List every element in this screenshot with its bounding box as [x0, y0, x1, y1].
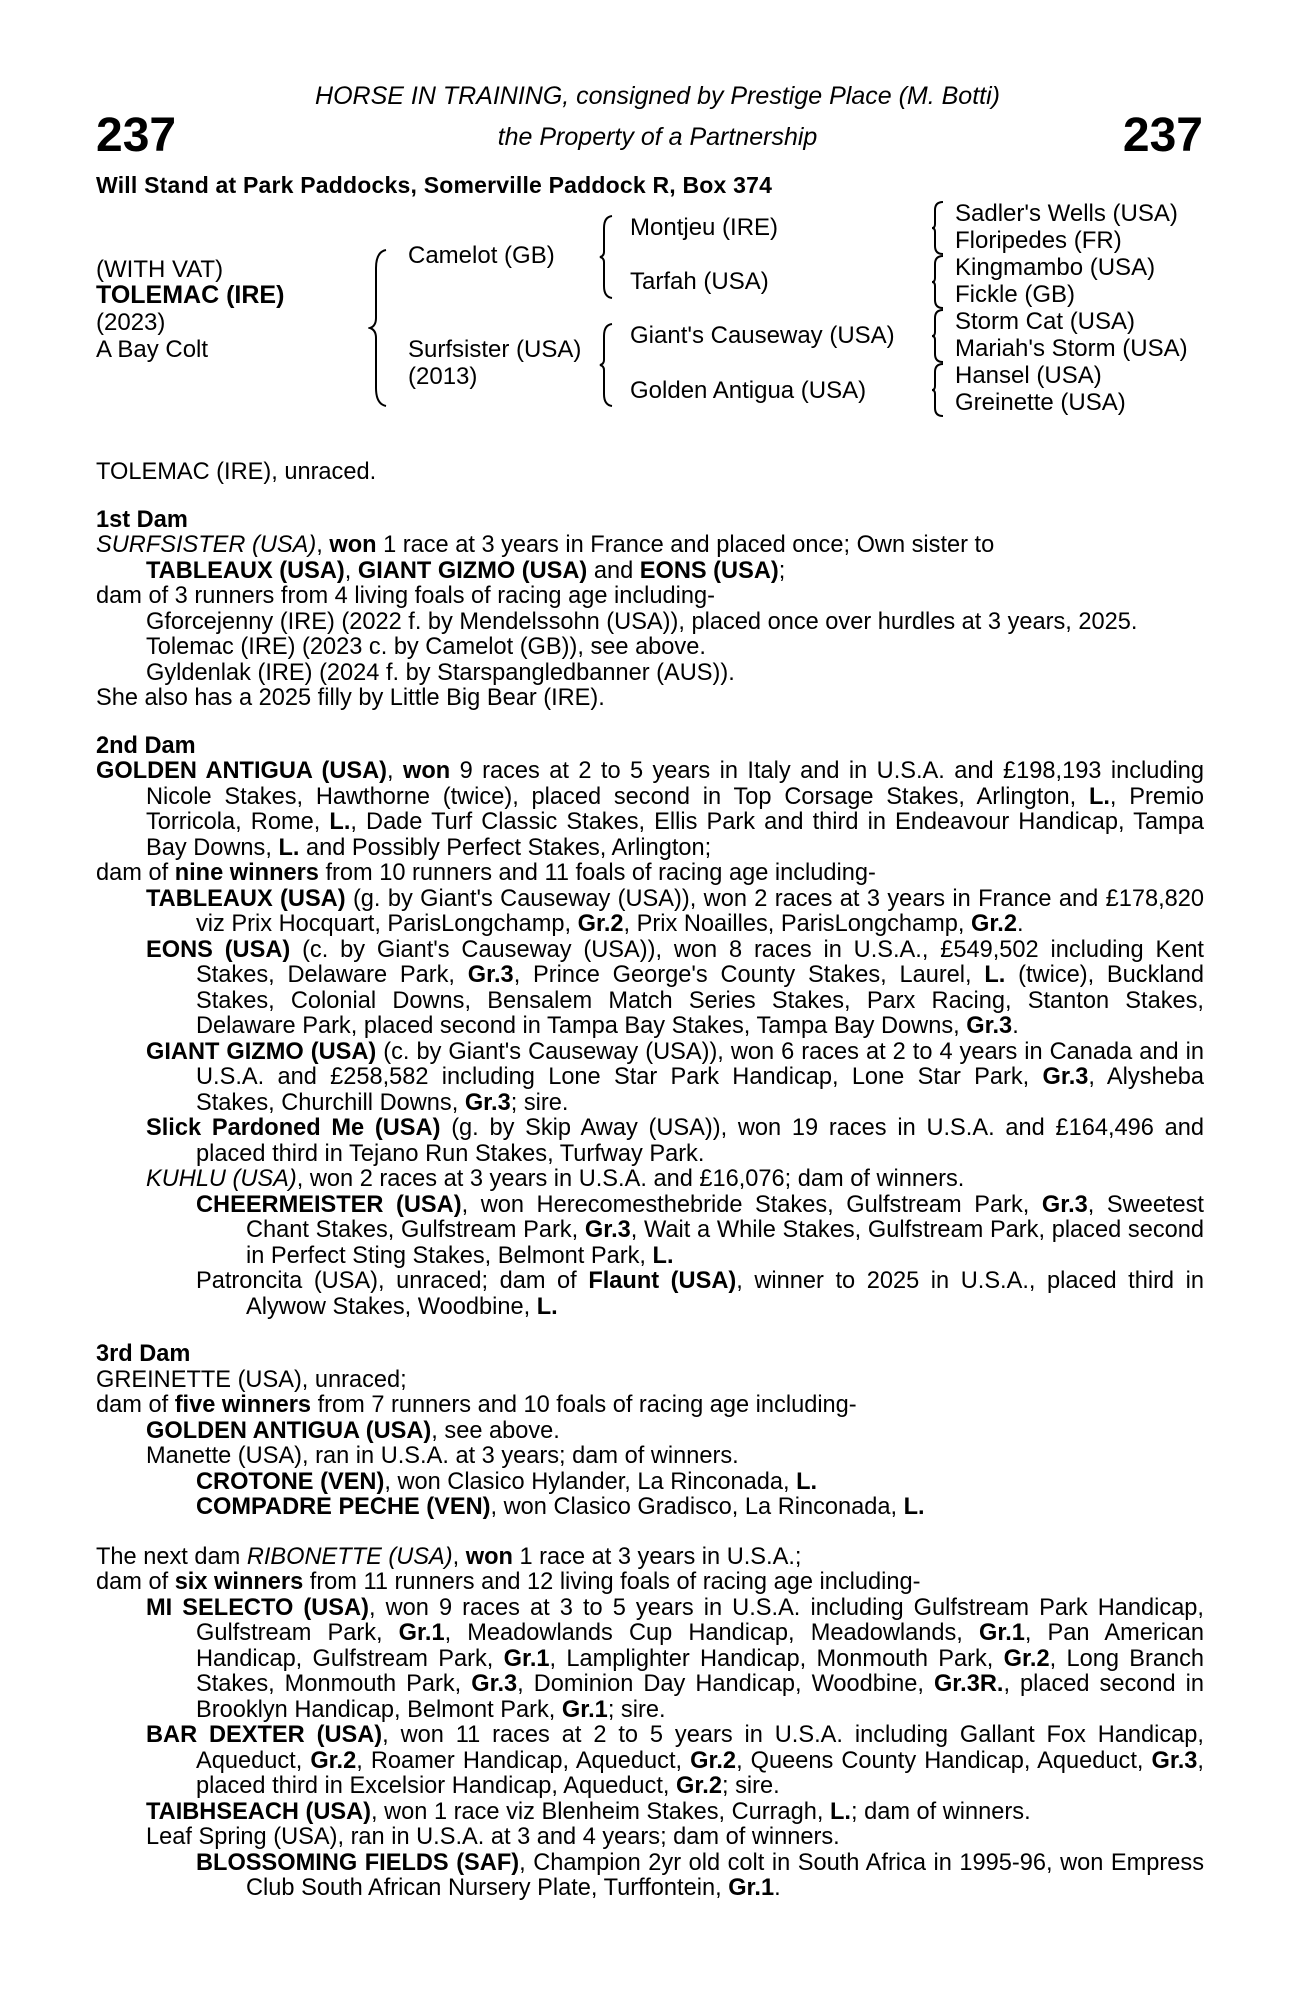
- produce-item: COMPADRE PECHE (VEN), won Clasico Gradisco, La Rinconada, L.: [196, 1494, 925, 1520]
- consignor-line: HORSE IN TRAINING, consigned by Prestige Place (M. Botti): [315, 82, 1000, 110]
- property-line: the Property of a Partnership: [497, 123, 818, 151]
- dam1-siblings: TABLEAUX (USA), GIANT GIZMO (USA) and EONS (USA);: [146, 557, 786, 584]
- brace-gen1: [368, 248, 390, 408]
- lot-number-right: 237: [1122, 109, 1203, 162]
- sire-sire: Montjeu (IRE): [630, 214, 779, 241]
- produce-item: EONS (USA) (c. by Giant's Causeway (USA)), won 8 races in U.S.A., £549,502 including Kent Stakes, Delaware Park, Gr.3, Prince George's County Stakes, Laurel, L. (twice), Buckland Stakes, Colonial Downs, Bensalem Match Series Stakes, Parx Racing, Stanton Stakes, Delaware Park, placed second in Tampa Bay Stakes, Tampa Bay Downs, Gr.3.: [146, 936, 1204, 1039]
- produce-item: Gforcejenny (IRE) (2022 f. by Mendelssohn (USA)), placed once over hurdles at 3 years, 2025.: [146, 608, 1138, 635]
- produce-item: MI SELECTO (USA), won 9 races at 3 to 5 years in U.S.A. including Gulfstream Park Handicap, Gulfstream Park, Gr.1, Meadowlands Cup Handicap, Meadowlands, Gr.1, Pan American Handicap, Gulfstream Park, Gr.1, Lamplighter Handicap, Monmouth Park, Gr.2, Long Branch Stakes, Monmouth Park, Gr.3, Dominion Day Handicap, Woodbine, Gr.3R., placed second in Brooklyn Handicap, Belmont Park, Gr.1; sire.: [146, 1594, 1205, 1723]
- produce-item: Patroncita (USA), unraced; dam of Flaunt (USA), winner to 2025 in U.S.A., placed third in Alywow Stakes, Woodbine, L.: [196, 1268, 1204, 1320]
- dam1-record: SURFSISTER (USA), won 1 race at 3 years in France and placed once; Own sister to: [96, 532, 995, 558]
- ped-ssd: Floripedes (FR): [955, 227, 1122, 254]
- produce-item: Gyldenlak (IRE) (2024 f. by Starspangledbanner (AUS)).: [146, 659, 735, 686]
- sire-dam: Tarfah (USA): [630, 268, 769, 295]
- produce-item: CROTONE (VEN), won Clasico Hylander, La Rinconada, L.: [196, 1468, 818, 1495]
- brace-ds: [930, 308, 946, 364]
- produce-item: KUHLU (USA), won 2 races at 3 years in U.S.A. and £16,076; dam of winners.: [146, 1166, 965, 1192]
- dam3-title: 3rd Dam: [96, 1341, 191, 1367]
- produce-item: Slick Pardoned Me (USA) (g. by Skip Away (USA)), won 19 races in U.S.A. and £164,496 and placed third in Tejano Run Stakes, Turfway Park.: [146, 1115, 1204, 1167]
- dam2-produce: dam of nine winners from 10 runners and 11 foals of racing age including-: [96, 860, 876, 886]
- brace-dam: [598, 322, 616, 408]
- dam: Surfsister (USA): [408, 336, 582, 363]
- ped-dsd: Mariah's Storm (USA): [955, 335, 1188, 362]
- dam-dam: Golden Antigua (USA): [630, 377, 867, 404]
- produce-item: BLOSSOMING FIELDS (SAF), Champion 2yr old colt in South Africa in 1995-96, won Empress Club South African Nursery Plate, Turffontein, Gr.1.: [196, 1849, 1204, 1901]
- dam1-title: 1st Dam: [96, 506, 188, 533]
- horse-year: (2023): [96, 309, 166, 336]
- ped-dss: Storm Cat (USA): [955, 308, 1136, 335]
- lot-number-left: 237: [96, 109, 177, 162]
- produce-item: Manette (USA), ran in U.S.A. at 3 years; dam of winners.: [146, 1443, 739, 1469]
- dam3-produce: dam of five winners from 7 runners and 10 foals of racing age including-: [96, 1392, 857, 1418]
- sire: Camelot (GB): [408, 242, 555, 269]
- ped-sss: Sadler's Wells (USA): [955, 200, 1178, 227]
- ped-sds: Kingmambo (USA): [955, 254, 1156, 281]
- horse-name: TOLEMAC (IRE): [96, 281, 285, 309]
- horse-description: A Bay Colt: [96, 336, 209, 363]
- ped-dds: Hansel (USA): [955, 362, 1102, 389]
- produce-item: Tolemac (IRE) (2023 c. by Camelot (GB)), see above.: [146, 634, 706, 660]
- dam3-record: GREINETTE (USA), unraced;: [96, 1366, 407, 1393]
- dam-sire: Giant's Causeway (USA): [630, 322, 895, 349]
- brace-ss: [930, 200, 946, 256]
- produce-item: TAIBHSEACH (USA), won 1 race viz Blenheim Stakes, Curragh, L.; dam of winners.: [146, 1798, 1031, 1825]
- catalogue-body: [96, 460, 1204, 1902]
- produce-item: Leaf Spring (USA), ran in U.S.A. at 3 and 4 years; dam of winners.: [146, 1824, 840, 1850]
- ped-ddd: Greinette (USA): [955, 389, 1126, 416]
- stand-location: Will Stand at Park Paddocks, Somerville Paddock R, Box 374: [96, 172, 773, 198]
- brace-sire: [598, 214, 616, 300]
- brace-dd: [930, 362, 946, 418]
- dam2-title: 2nd Dam: [96, 732, 196, 759]
- vat-note: (WITH VAT): [96, 256, 224, 283]
- next-dam-record: The next dam RIBONETTE (USA), won 1 race at 3 years in U.S.A.;: [96, 1543, 802, 1570]
- dam-year: (2013): [408, 363, 478, 390]
- dam1-produce: dam of 3 runners from 4 living foals of racing age including-: [96, 583, 716, 609]
- produce-item: GIANT GIZMO (USA) (c. by Giant's Causeway (USA)), won 6 races at 2 to 4 years in Canada and in U.S.A. and £258,582 including Lone Star Park Handicap, Lone Star Park, Gr.3, Alysheba Stakes, Churchill Downs, Gr.3; sire.: [146, 1038, 1204, 1116]
- produce-item: BAR DEXTER (USA), won 11 races at 2 to 5 years in U.S.A. including Gallant Fox Handicap, Aqueduct, Gr.2, Roamer Handicap, Aqueduct, Gr.2, Queens County Handicap, Aqueduct, Gr.3, placed third in Excelsior Handicap, Aqueduct, Gr.2; sire.: [146, 1722, 1204, 1799]
- brace-sd: [930, 254, 946, 310]
- produce-item: She also has a 2025 filly by Little Big Bear (IRE).: [96, 685, 605, 711]
- dam2-record: GOLDEN ANTIGUA (USA), won 9 races at 2 to 5 years in Italy and in U.S.A. and £198,193 including Nicole Stakes, Hawthorne (twice), placed second in Top Corsage Stakes, Arlington, L., Premio Torricola, Rome, L., Dade Turf Classic Stakes, Ellis Park and third in Endeavour Handicap, Tampa Bay Downs, L. and Possibly Perfect Stakes, Arlington;: [96, 758, 1205, 861]
- produce-item: TABLEAUX (USA) (g. by Giant's Causeway (USA)), won 2 races at 3 years in France and £178,820 viz Prix Hocquart, ParisLongchamp, Gr.2, Prix Noailles, ParisLongchamp, Gr.2.: [146, 885, 1204, 937]
- ped-sdd: Fickle (GB): [955, 281, 1075, 308]
- produce-item: CHEERMEISTER (USA), won Herecomesthebride Stakes, Gulfstream Park, Gr.3, Sweetest Chant Stakes, Gulfstream Park, Gr.3, Wait a While Stakes, Gulfstream Park, placed second in Perfect Sting Stakes, Belmont Park, L.: [196, 1191, 1204, 1269]
- intro-line: TOLEMAC (IRE), unraced.: [96, 459, 377, 485]
- next-dam-produce: dam of six winners from 11 runners and 12 living foals of racing age including-: [96, 1569, 921, 1595]
- produce-item: GOLDEN ANTIGUA (USA), see above.: [146, 1417, 560, 1444]
